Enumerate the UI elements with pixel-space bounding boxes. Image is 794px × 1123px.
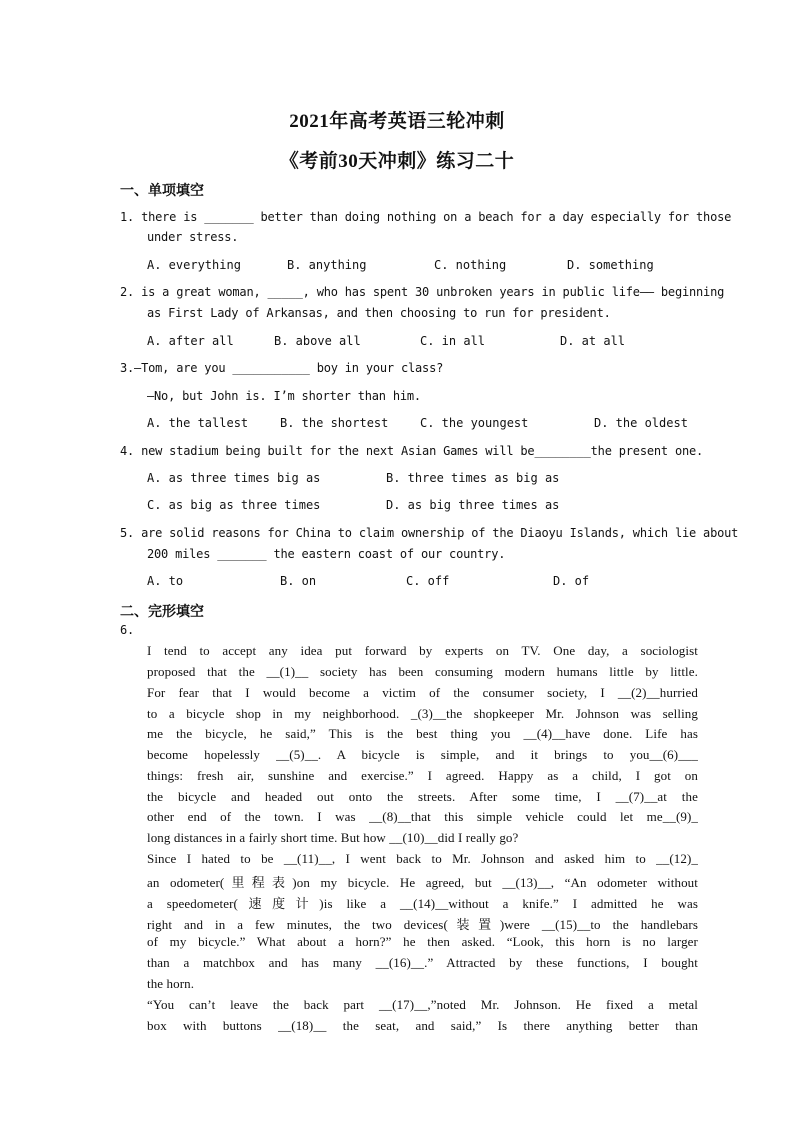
question-4-option-a: A. as three times big as <box>147 471 321 485</box>
passage-line: other end of the town. I was __(8)__that this simple vehicle could let me__(9)_ <box>147 809 698 824</box>
question-4-line-1: 4. new stadium being built for the next Asian Games will be________the present one. <box>120 444 704 458</box>
question-1-option-c: C. nothing <box>434 258 507 272</box>
question-2-option-a: A. after all <box>147 334 234 348</box>
question-5-option-d: D. of <box>553 574 590 588</box>
passage-line: proposed that the __(1)__ society has been consuming modern humans little by little. <box>147 664 698 679</box>
question-1-option-a: A. everything <box>147 258 241 272</box>
question-5-option-b: B. on <box>280 574 317 588</box>
passage-line: the horn. <box>147 976 195 991</box>
passage-line: to a bicycle shop in my neighborhood. _(3)__the shopkeeper Mr. Johnson was selling <box>147 706 698 721</box>
question-4-option-d: D. as big three times as <box>386 498 560 512</box>
question-3-line-1: 3.—Tom, are you ___________ boy in your class? <box>120 361 444 375</box>
page-title: 2021年高考英语三轮冲刺 <box>289 111 505 132</box>
question-4-option-c: C. as big as three times <box>147 498 321 512</box>
question-5-line-1: 5. are solid reasons for China to claim ownership of the Diaoyu Islands, which lie about <box>120 526 739 540</box>
passage-line: right and in a few minutes, the two devices(装置)were __(15)__to the handlebars <box>147 917 698 932</box>
passage-line: an odometer(里程表)on my bicycle. He agreed, but __(13)__, “An odometer without <box>147 875 698 890</box>
passage-line: box with buttons __(18)__ the seat, and said,” Is there anything better than <box>147 1018 698 1033</box>
passage-line: me the bicycle, he said,” This is the best thing you __(4)__have done. Life has <box>147 726 698 741</box>
question-1-line-2: under stress. <box>147 230 239 244</box>
question-2-line-2: as First Lady of Arkansas, and then choosing to run for president. <box>147 306 611 320</box>
question-3-option-b: B. the shortest <box>280 416 389 430</box>
question-3-option-a: A. the tallest <box>147 416 249 430</box>
passage-line: Since I hated to be __(11)__, I went back to Mr. Johnson and asked him to __(12)_ <box>147 851 698 866</box>
question-2-line-1: 2. is a great woman, _____, who has spent 30 unbroken years in public life—— beginning <box>120 285 725 299</box>
question-1-option-d: D. something <box>567 258 654 272</box>
passage-line: than a matchbox and has many __(16)__.” Attracted by these functions, I bought <box>147 955 698 970</box>
page-subtitle: 《考前30天冲刺》练习二十 <box>279 151 515 172</box>
passage-line: long distances in a fairly short time. But how __(10)__did I really go? <box>147 830 519 845</box>
passage-line: For fear that I would become a victim of the consumer society, I __(2)__hurried <box>147 685 698 700</box>
question-2-option-b: B. above all <box>274 334 361 348</box>
question-5-line-2: 200 miles _______ the eastern coast of our country. <box>147 547 506 561</box>
question-2-option-d: D. at all <box>560 334 626 348</box>
question-1-option-b: B. anything <box>287 258 367 272</box>
question-5-option-a: A. to <box>147 574 184 588</box>
section-heading-cloze: 二、完形填空 <box>120 604 204 620</box>
passage-line: the bicycle and headed out onto the streets. After some time, I __(7)__at the <box>147 789 698 804</box>
question-4-option-b: B. three times as big as <box>386 471 560 485</box>
question-3-option-c: C. the youngest <box>420 416 529 430</box>
passage-line: I tend to accept any idea put forward by experts on TV. One day, a sociologist <box>147 643 698 658</box>
passage-line: “You can’t leave the back part __(17)__,”noted Mr. Johnson. He fixed a metal <box>147 997 698 1012</box>
question-3-option-d: D. the oldest <box>594 416 688 430</box>
section-heading-single-choice: 一、单项填空 <box>120 183 204 199</box>
question-6-number: 6. <box>120 623 135 637</box>
question-5-option-c: C. off <box>406 574 450 588</box>
passage-line: of my bicycle.” What about a horn?” he then asked. “Look, this horn is no larger <box>147 934 698 949</box>
question-1-line-1: 1. there is _______ better than doing nothing on a beach for a day especially for those <box>120 210 732 224</box>
passage-line: a speedometer(速度计)is like a __(14)__without a knife.” I admitted he was <box>147 896 698 911</box>
passage-line: become hopelessly __(5)__. A bicycle is simple, and it brings to you__(6)___ <box>147 747 698 762</box>
passage-line: things: fresh air, sunshine and exercise.” I agreed. Happy as a child, I got on <box>147 768 698 783</box>
question-2-option-c: C. in all <box>420 334 486 348</box>
question-3-line-2: —No, but John is. I’m shorter than him. <box>147 389 421 403</box>
